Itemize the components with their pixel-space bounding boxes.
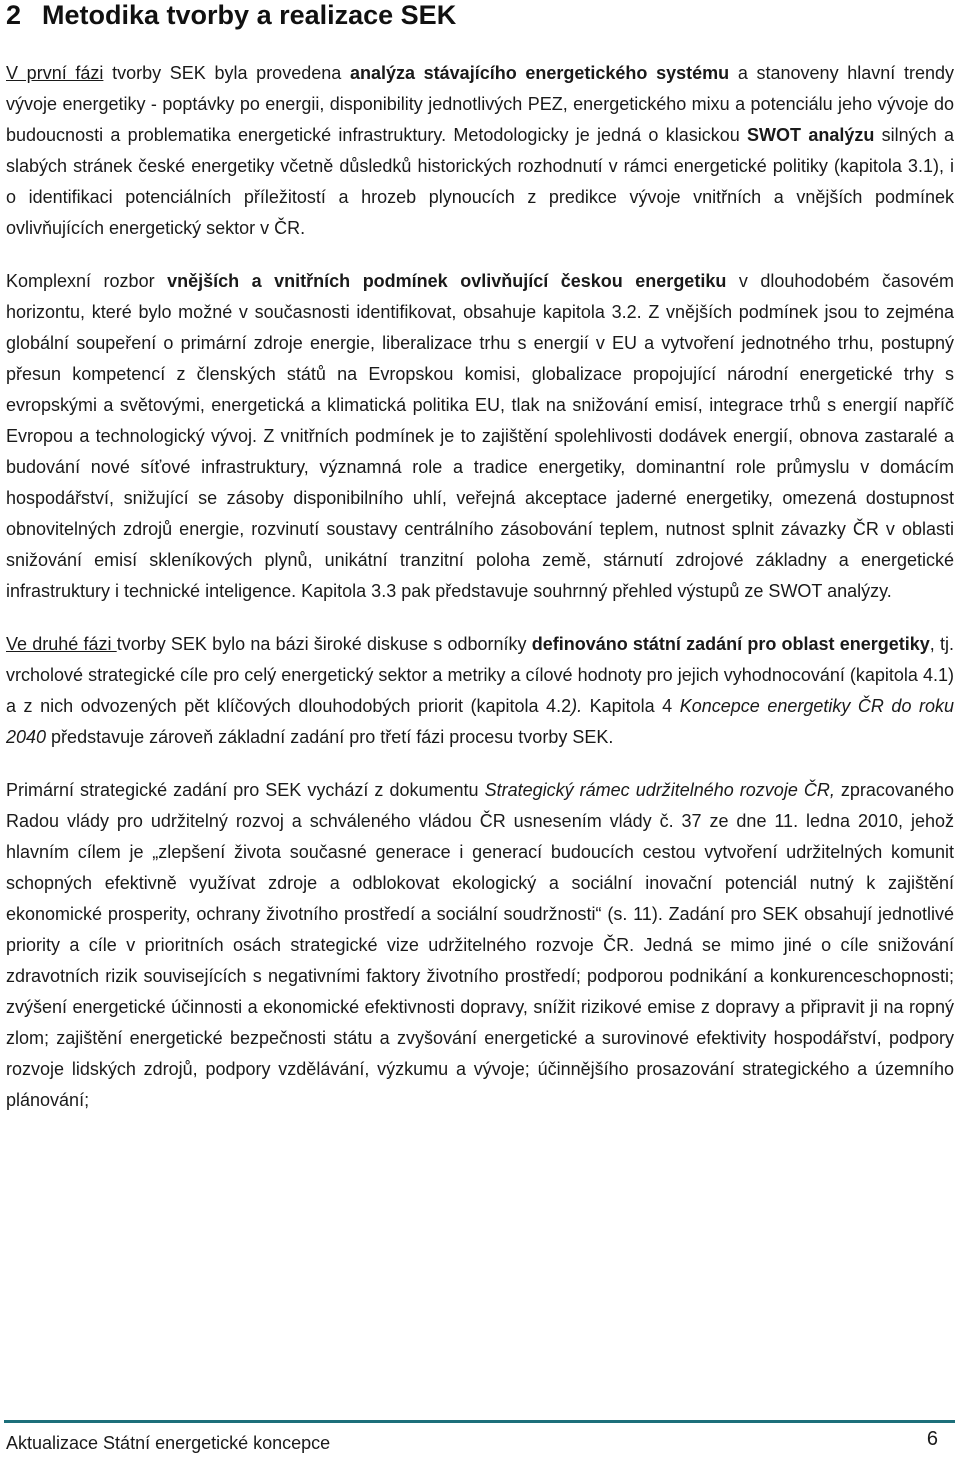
italic-text: Strategický rámec udržitelného rozvoje ČR,: [484, 780, 835, 800]
text-run: a stanoveny hlavní trendy vývoje energetiky - poptávky po energii, disponibility jednotlivých PEZ, energetického mixu a potenciálu jeho vývoje do budoucnosti a problematika energetické infrastruktury. Metodologicky je jedná o klasickou: [6, 63, 954, 145]
footer-title: Aktualizace Státní energetické koncepce: [6, 1433, 331, 1453]
bold-text: vnějších a vnitřních podmínek ovlivňující českou energetiku: [167, 271, 727, 291]
body-text: [6, 58, 954, 1138]
section-number: 2: [6, 0, 22, 30]
paragraph: [6, 629, 954, 753]
text-run: Kapitola 4: [582, 696, 680, 716]
bold-text: SWOT analýzu: [747, 125, 875, 145]
paragraph: [6, 775, 954, 1116]
footer-rule: [4, 1420, 955, 1423]
underlined-text: Ve druhé fázi: [6, 634, 117, 654]
bold-text: analýza stávajícího energetického systému: [349, 63, 730, 83]
section-title: Metodika tvorby a realizace SEK: [42, 0, 457, 30]
page-number: 6: [926, 1428, 938, 1450]
text-run: tvorby SEK byla provedena: [103, 63, 350, 83]
text-run: , tj. vrcholové strategické cíle pro celý energetický sektor a metriky a cílové hodnoty pro jejich vyhodnocování (kapitola 4.1) a z nich odvozených pět klíčových dlouhodobých priorit (kapitola 4.2: [6, 634, 955, 716]
underlined-text: V první fázi: [6, 63, 104, 83]
text-run: Primární strategické zadání pro SEK vychází z dokumentu: [6, 780, 485, 800]
text-run: tvorby SEK bylo na bázi široké diskuse s odborníky: [116, 634, 532, 654]
paragraph: [6, 58, 954, 244]
italic-text: Koncepce energetiky ČR do roku 2040: [6, 696, 954, 747]
text-run: silných a slabých stránek české energetiky včetně důsledků historických rozhodnutí v rámci energetické politiky (kapitola 3.1), i o identifikaci potenciálních příležitostí a hrozeb plynoucích z predikce vývoje vnitřních a vnějších podmínek ovlivňujících energetický sektor v ČR.: [6, 125, 954, 238]
text-run: zpracovaného Radou vlády pro udržitelný rozvoj a schváleného vládou ČR usnesením vlády č. 37 ze dne 11. ledna 2010, jehož hlavním cílem je „zlepšení života současné generace i generací budoucích cestou vytvoření udržitelných komunit schopných efektivně využívat zdroje a odblokovat ekologický a sociální inovační potenciál nutný k zajištění ekonomické prosperity, ochrany životního prostředí a sociální soudržnosti“ (s. 11). Zadání pro SEK obsahují jednotlivé priority a cíle v prioritních osách strategické vize udržitelného rozvoje ČR. Jedná se mimo jiné o cíle snižování zdravotních rizik souvisejících s negativními faktory životního prostředí; podporou podnikání a konkurenceschopnosti; zvýšení energetické účinnosti a ekonomické efektivnosti dopravy, snížit rizikové emise z dopravy a připravit ji na ropný zlom; zajištění energetické bezpečnosti státu a zvyšování energetické a surovinové efektivity hospodářství, podpory rozvoje lidských zdrojů, podpory vzdělávání, výzkumu a vývoje; účinnějšího prosazování strategického a územního plánování;: [6, 780, 954, 1110]
italic-text: ).: [571, 696, 583, 716]
section-heading: [6, 0, 456, 30]
paragraph: [6, 266, 954, 607]
text-run: v dlouhodobém časovém horizontu, které bylo možné v současnosti identifikovat, obsahuje kapitola 3.2. Z vnějších podmínek jsou to zejména globální soupeření o primární zdroje energie, liberalizace trhu s energií v EU a vytvoření jednotného trhu, postupný přesun kompetencí z členských států na Evropskou komisi, globalizace propojující národní energetické trhy s evropskými a světovými, energetická a klimatická politika EU, tlak na snižování emisí, integrace trhů s energií napříč Evropou a technologický vývoj. Z vnitřních podmínek je to zajištění spolehlivosti dodávek energií, obnova zastaralé a budování nové síťové infrastruktury, významná role a tradice energetiky, dominantní role průmyslu v domácím hospodářství, snižující se zásoby disponibilního uhlí, veřejná akceptace jaderné energetiky, omezená dostupnost obnovitelných zdrojů energie, rozvinutí soustavy centrálního zásobování teplem, nutnost splnit závazky ČR v oblasti snižování emisí skleníkových plynů, unikátní tranzitní poloha země, stárnutí zdrojové základny a energetické infrastruktury i technické inteligence. Kapitola 3.3 pak představuje souhrnný přehled výstupů ze SWOT analýzy.: [6, 271, 954, 601]
text-run: Komplexní rozbor: [6, 271, 168, 291]
text-run: představuje zároveň základní zadání pro třetí fázi procesu tvorby SEK.: [46, 727, 614, 747]
bold-text: definováno státní zadání pro oblast energetiky: [531, 634, 930, 654]
